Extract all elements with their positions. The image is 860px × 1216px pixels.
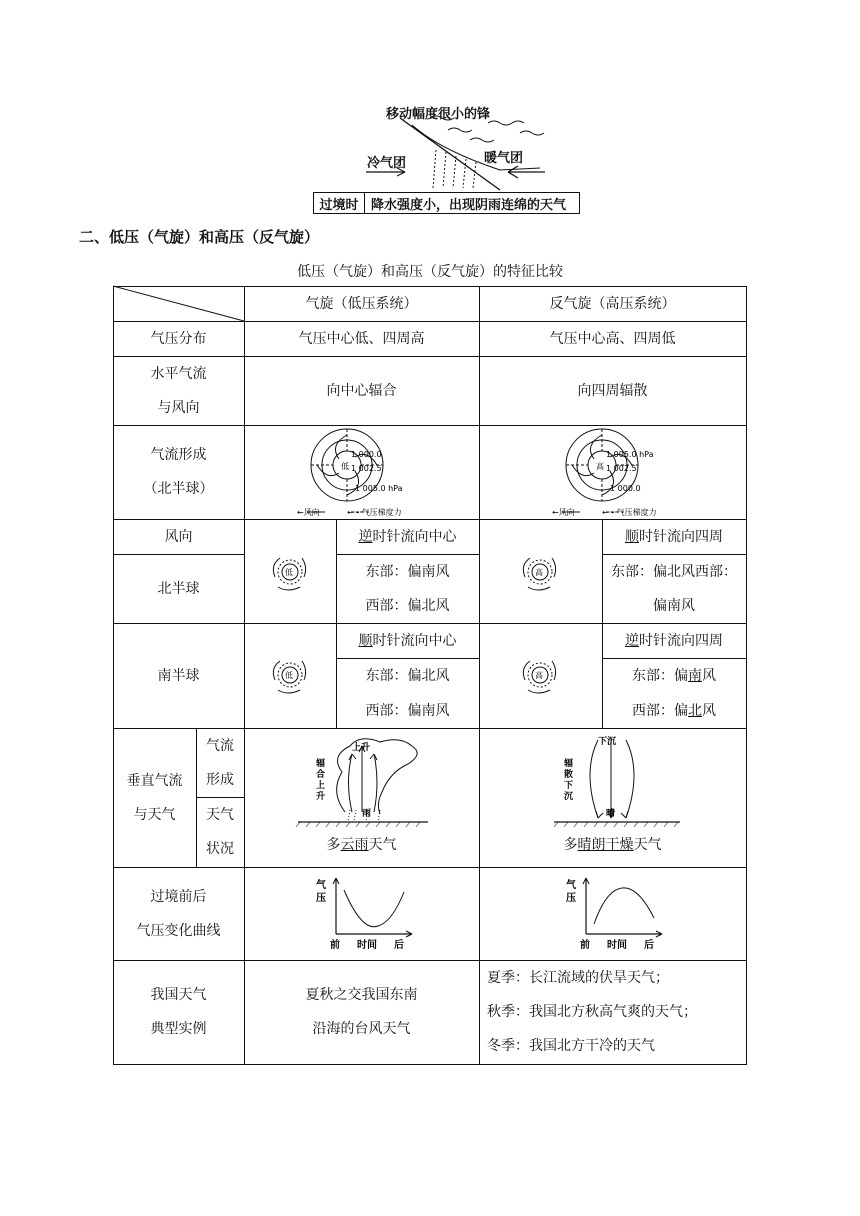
- cyclone-weather-pre: 多: [326, 837, 341, 853]
- north-cyclone-direction: [336, 519, 479, 554]
- north-anticyclone-line2: 偏南风: [653, 598, 695, 614]
- row-label-curve-2: 气压变化曲线: [136, 922, 221, 939]
- sub-label-formation: [196, 728, 244, 797]
- example-anticyclone: [479, 960, 746, 1064]
- anticyclone-isobar-diagram: [550, 425, 700, 519]
- south-cyclone-direction: [336, 623, 479, 658]
- row-label-example: [113, 960, 244, 1064]
- cyclone-converge-1: 辐: [316, 759, 326, 769]
- south-anti-west-post: 风: [702, 702, 716, 719]
- cyclone-curve-time: 时间: [357, 940, 377, 951]
- south-anti-east-u: 南: [688, 667, 702, 684]
- cyclone-vertical-diagram: [290, 732, 440, 830]
- south-anti-east-pre: 东部：偏: [632, 667, 688, 684]
- pass-text: 降水强度小，出现阴雨连绵的天气: [371, 197, 567, 213]
- south-anti-dir-rest: 时针流向四周: [639, 632, 723, 649]
- north-anticyclone-high: 高: [535, 568, 543, 577]
- cyclone-weather-u: 云雨: [340, 837, 369, 853]
- anticyclone-vertical-diagram: [548, 732, 688, 830]
- warm-air-label: 暖气团: [484, 151, 524, 166]
- sub-label-weather-a: 天气: [206, 807, 234, 823]
- anticyclone-weather: [479, 829, 746, 861]
- row-label-horizontal-1: 水平气流: [150, 365, 207, 382]
- anticyclone-diverge-3: 下: [564, 781, 574, 791]
- north-cyclone-east: 东部：偏南风: [365, 563, 450, 580]
- cyclone-pressure-curve: [312, 872, 422, 954]
- row-label-wind: 风向: [164, 528, 193, 545]
- anticyclone-curve-y1: 气: [566, 880, 576, 891]
- cyclone-weather-post: 天气: [368, 837, 397, 853]
- front-figure-title: 移动幅度很小的锋: [386, 107, 491, 122]
- cold-air-label: 冷气团: [367, 156, 407, 171]
- anticyclone-weather-u: 晴朗干燥: [577, 837, 634, 853]
- pressure-anticyclone: 气压中心高、四周低: [549, 330, 676, 347]
- row-label-curve-1: 过境前后: [150, 888, 207, 905]
- row-label-horizontal: [113, 356, 244, 425]
- south-cyclone-dir-u: 顺: [358, 632, 373, 649]
- row-label-pressure: 气压分布: [150, 330, 207, 347]
- anticyclone-weather-pre: 多: [563, 837, 578, 853]
- sub-label-formation-b: 形成: [206, 771, 234, 788]
- table-caption: 低压（气旋）和高压（反气旋）的特征比较: [297, 264, 563, 280]
- example-cyclone-1: 夏秋之交我国东南: [305, 987, 418, 1003]
- north-anti-dir-rest: 时针流向四周: [639, 528, 723, 545]
- south-anticyclone-icon: [516, 656, 566, 696]
- anticyclone-diverge-4: 沉: [564, 792, 574, 802]
- section-heading: 二、低压（气旋）和高压（反气旋）: [79, 228, 320, 246]
- col-header-anticyclone: 反气旋（高压系统）: [549, 295, 676, 312]
- anticyclone-isobar-1002: 1 002.5: [606, 464, 637, 473]
- south-cyclone-west: 西部：偏南风: [365, 702, 450, 719]
- south-anti-east-post: 风: [702, 667, 716, 684]
- cyclone-legend-gradient: ←·-·气压梯度力: [347, 508, 402, 517]
- north-cyclone-low: 低: [285, 568, 293, 577]
- cyclone-curve-after: 后: [394, 940, 404, 951]
- cyclone-isobar-1002: 1 002.5: [351, 464, 382, 473]
- sub-label-weather: [196, 797, 244, 867]
- anticyclone-clear-label: 晴: [606, 809, 616, 819]
- row-label-example-2: 典型实例: [150, 1021, 207, 1037]
- cyclone-rise-label: 上升: [352, 743, 371, 753]
- cyclone-curve-before: 前: [330, 940, 340, 951]
- anticyclone-weather-post: 天气: [633, 837, 662, 853]
- cyclone-curve-y1: 气: [316, 880, 326, 891]
- horizontal-anticyclone: 向四周辐散: [577, 382, 648, 399]
- south-anticyclone-direction: [602, 623, 746, 658]
- sub-label-weather-b: 状况: [206, 841, 234, 857]
- row-label-vertical: [113, 728, 196, 867]
- anticyclone-pressure-curve: [562, 872, 672, 954]
- sub-label-formation-a: 气流: [206, 737, 234, 754]
- row-label-formation-2: （北半球）: [143, 481, 214, 497]
- anticyclone-center-high: 高: [596, 462, 604, 471]
- north-cyclone-icon: [266, 553, 316, 593]
- cyclone-legend-wind: ←风向: [297, 508, 320, 517]
- row-label-north: 北半球: [157, 580, 200, 597]
- row-label-south: 南半球: [157, 667, 200, 684]
- cyclone-converge-3: 上: [316, 781, 326, 791]
- south-cyclone-east: 东部：偏北风: [365, 667, 450, 684]
- north-cyclone-dir-rest: 时针流向中心: [372, 528, 457, 545]
- anticyclone-diverge-1: 辐: [564, 759, 574, 769]
- anticyclone-isobar-1005: 1 005.0 hPa: [606, 450, 654, 459]
- south-anticyclone-west: [602, 693, 746, 728]
- cyclone-converge-2: 合: [316, 770, 326, 780]
- cyclone-weather: [244, 829, 479, 861]
- north-anticyclone-line1: 东部：偏北风西部：: [611, 563, 737, 580]
- col-header-cyclone: 气旋（低压系统）: [305, 295, 418, 312]
- anticyclone-diverge-2: 散: [564, 770, 574, 780]
- cyclone-isobar-1000: 1 000.0: [351, 450, 382, 459]
- anticyclone-legend-gradient: ←·-·气压梯度力: [602, 508, 657, 517]
- example-anticyclone-2: 秋季：我国北方秋高气爽的天气；: [487, 1004, 697, 1020]
- example-anticyclone-3: 冬季：我国北方干冷的天气: [487, 1038, 655, 1054]
- row-label-horizontal-2: 与风向: [157, 399, 200, 416]
- south-anti-west-pre: 西部：偏: [632, 702, 688, 719]
- anticyclone-isobar-1000: 1 000.0: [610, 484, 641, 493]
- cyclone-center-low: 低: [341, 462, 349, 471]
- cyclone-converge-4: 升: [316, 792, 326, 802]
- anticyclone-curve-before: 前: [580, 940, 590, 951]
- example-cyclone-2: 沿海的台风天气: [312, 1021, 411, 1037]
- row-label-formation: [113, 425, 244, 519]
- pressure-cyclone: 气压中心低、四周高: [298, 330, 425, 347]
- horizontal-cyclone: 向中心辐合: [326, 382, 397, 399]
- cyclone-rain-label: 雨: [362, 809, 372, 819]
- north-anti-dir-u: 顺: [625, 528, 639, 545]
- pass-label: 过境时: [314, 193, 365, 213]
- row-label-curve: [113, 867, 244, 960]
- north-cyclone-dir-u: 逆: [358, 528, 373, 545]
- anticyclone-curve-time: 时间: [607, 940, 627, 951]
- row-label-example-1: 我国天气: [150, 987, 207, 1003]
- north-cyclone-west: 西部：偏北风: [365, 598, 450, 614]
- south-cyclone-low: 低: [285, 671, 293, 680]
- cyclone-isobar-1005: 1 005.0 hPa: [355, 484, 403, 493]
- south-anticyclone-east: [602, 658, 746, 693]
- cyclone-curve-y2: 压: [316, 893, 326, 904]
- anticyclone-curve-after: 后: [644, 940, 654, 951]
- row-label-formation-1: 气流形成: [150, 447, 207, 463]
- row-label-vertical-2: 与天气: [133, 806, 176, 823]
- south-anti-dir-u: 逆: [625, 632, 639, 649]
- south-cyclone-dir-rest: 时针流向中心: [372, 632, 457, 649]
- example-cyclone: [244, 960, 479, 1064]
- south-cyclone-icon: [266, 656, 316, 696]
- south-anti-west-u: 北: [688, 702, 702, 719]
- row-label-vertical-1: 垂直气流: [126, 772, 183, 789]
- anticyclone-curve-y2: 压: [566, 893, 576, 904]
- north-anticyclone-direction: [602, 519, 746, 554]
- anticyclone-legend-wind: ←风向: [552, 508, 575, 517]
- cyclone-isobar-diagram: [295, 425, 445, 519]
- south-anticyclone-high: 高: [535, 671, 543, 680]
- anticyclone-sink-label: 下沉: [598, 737, 617, 747]
- example-anticyclone-1: 夏季：长江流域的伏旱天气；: [487, 970, 669, 986]
- north-anticyclone-icon: [516, 553, 566, 593]
